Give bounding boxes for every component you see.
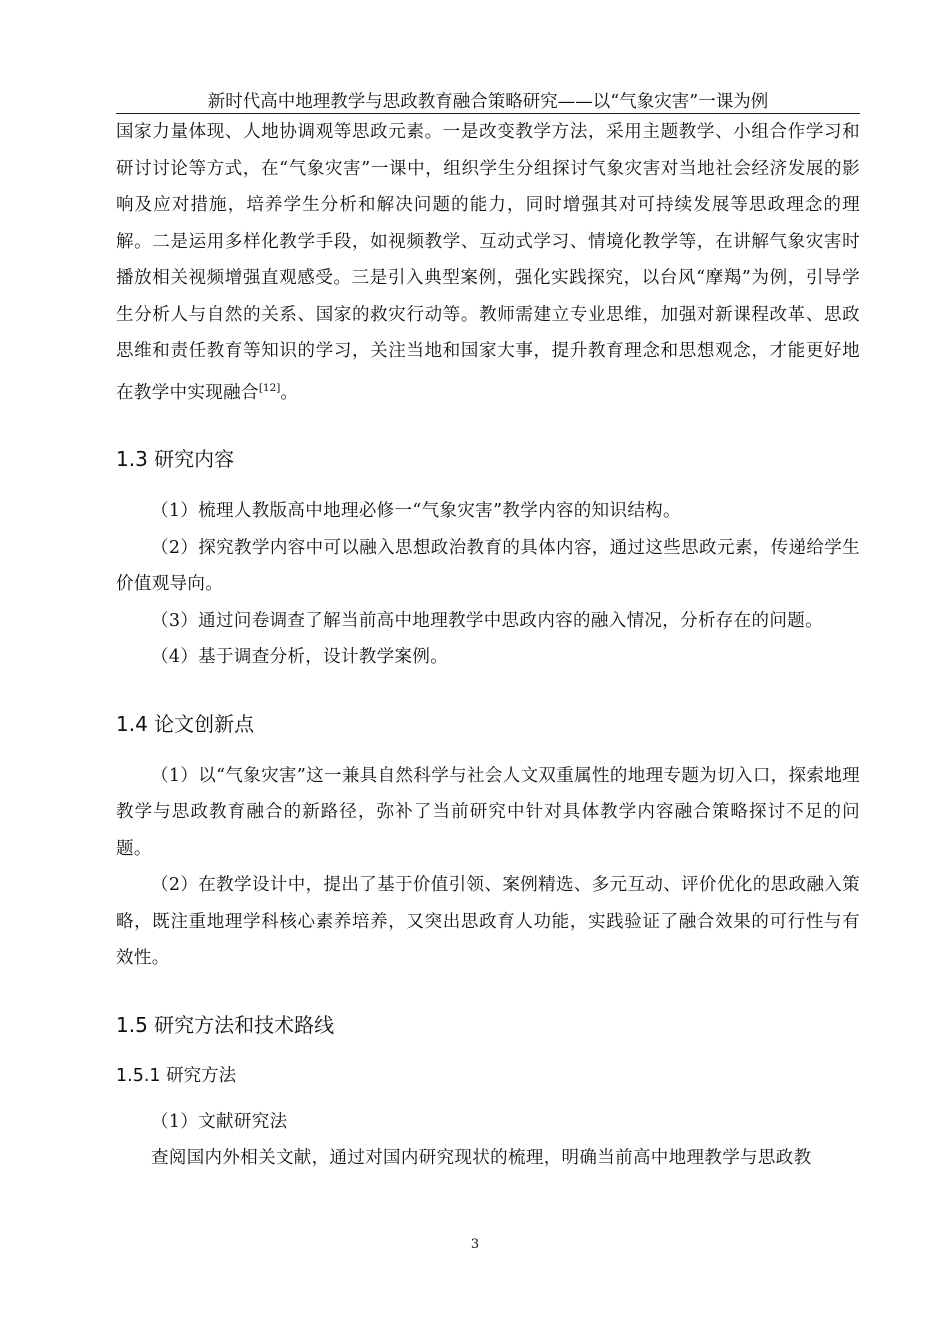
section-heading-1-5: 1.5 研究方法和技术路线 [116, 1012, 335, 1037]
page-number: 3 [470, 1237, 480, 1252]
innovation-item: （1）以“气象灾害”这一兼具自然科学与社会人文双重属性的地理专题为切入口，探索地理教学与思政教育融合的新路径，弥补了当前研究中针对具体教学内容融合策略探讨不足的问题。 [116, 765, 860, 859]
method-title: （1）文献研究法 [151, 1111, 288, 1132]
section-heading-1-3: 1.3 研究内容 [116, 447, 235, 471]
innovation-item: （2）在教学设计中，提出了基于价值引领、案例精选、多元互动、评价优化的思政融入策略，既注重地理学科核心素养培养，又突出思政育人功能，实践验证了融合效果的可行性与有效性。 [116, 875, 860, 968]
intro-paragraph [116, 114, 860, 411]
method-paragraph: 查阅国内外相关文献，通过对国内研究现状的梳理，明确当前高中地理教学与思政教 [151, 1148, 812, 1168]
research-content-item: （2）探究教学内容中可以融入思想政治教育的具体内容，通过这些思政元素，传递给学生价值观导向。 [116, 537, 860, 594]
citation-marker: [12] [258, 381, 281, 394]
page-body [116, 114, 860, 1177]
running-header-title: 新时代高中地理教学与思政教育融合策略研究——以“气象灾害”一课为例 [207, 92, 769, 112]
intro-paragraph-text: 国家力量体现、人地协调观等思政元素。一是改变教学方法，采用主题教学、小组合作学习和研讨讨论等方式，在“气象灾害”一课中，组织学生分组探讨气象灾害对当地社会经济发展的影响及应对措施，培养学生分析和解决问题的能力，同时增强其对可持续发展等思政理念的理解。二是运用多样化教学手段，如视频教学、互动式学习、情境化教学等，在讲解气象灾害时播放相关视频增强直观感受。三是引入典型案例，强化实践探究，以台风“摩羯”为例，引导学生分析人与自然的关系、国家的救灾行动等。教师需建立专业思维，加强对新课程改革、思政思维和责任教育等知识的学习，关注当地和国家大事，提升教育理念和思想观念，才能更好地在教学中实现融合 [116, 122, 860, 403]
subsection-heading-1-5-1: 1.5.1 研究方法 [116, 1065, 237, 1086]
research-content-item: （1）梳理人教版高中地理必修一“气象灾害”教学内容的知识结构。 [151, 501, 681, 521]
research-content-item: （3）通过问卷调查了解当前高中地理教学中思政内容的融入情况，分析存在的问题。 [151, 610, 823, 631]
intro-paragraph-end: 。 [280, 382, 299, 403]
section-heading-1-4: 1.4 论文创新点 [116, 711, 255, 736]
research-content-item: （4）基于调查分析，设计教学案例。 [151, 647, 449, 667]
